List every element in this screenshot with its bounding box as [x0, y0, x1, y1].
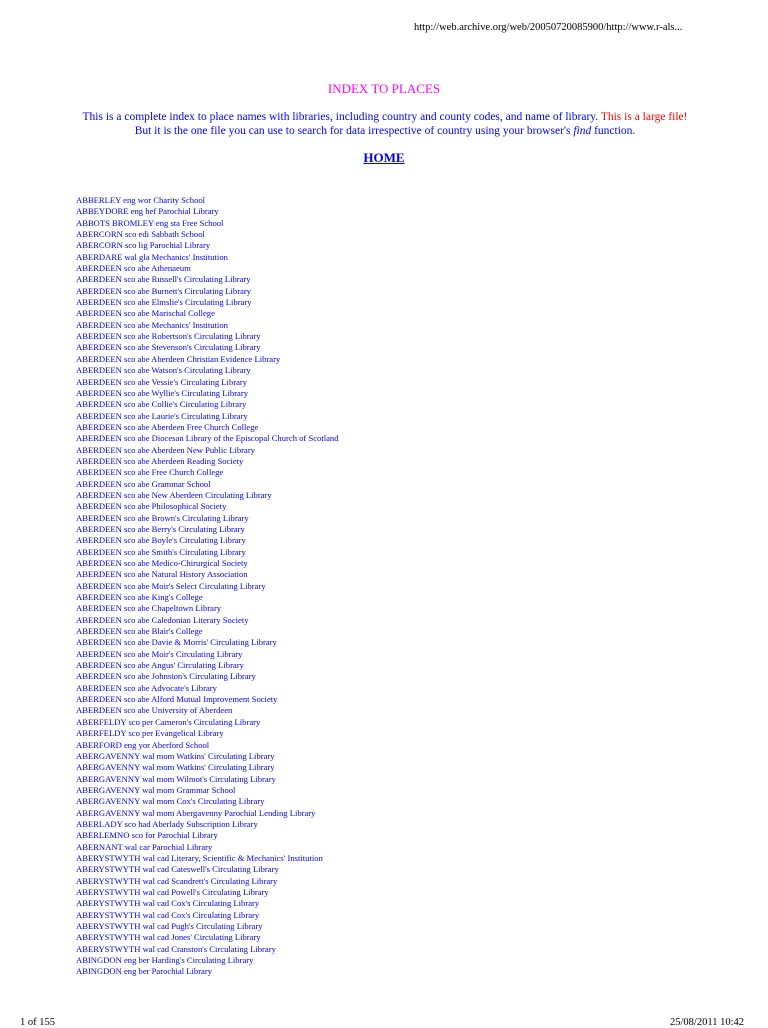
place-index-entry[interactable]: ABBEYDORE eng hef Parochial Library	[76, 206, 219, 217]
place-index-entry[interactable]: ABERDARE wal gla Mechanics' Institution	[76, 251, 228, 262]
place-index-entry[interactable]: ABERYSTWYTH wal cad Cox's Circulating Library	[76, 909, 260, 920]
home-link-container	[0, 150, 768, 166]
place-index-entry[interactable]: ABERDEEN sco abe Grammar School	[76, 478, 211, 489]
place-index-entry[interactable]: ABERFELDY sco per Cameron's Circulating Library	[76, 716, 261, 727]
place-index-entry[interactable]: ABERDEEN sco abe Chapeltown Library	[76, 603, 222, 614]
place-index-entry[interactable]: ABERDEEN sco abe Burnett's Circulating Library	[76, 285, 252, 296]
place-index-entry[interactable]: ABERDEEN sco abe Johnston's Circulating Library	[76, 671, 256, 682]
place-index-entry[interactable]: ABERDEEN sco abe Robertson's Circulating Library	[76, 331, 261, 342]
intro-text-part2: But it is the one file you can use to search for data irrespective of country using your browser's	[134, 125, 571, 137]
place-index-entry[interactable]: ABERDEEN sco abe Marischal College	[76, 308, 215, 319]
place-index-entry[interactable]: ABERDEEN sco abe Wyllie's Circulating Library	[76, 387, 248, 398]
place-index-entry[interactable]: ABERDEEN sco abe Angus' Circulating Library	[76, 660, 244, 671]
intro-text-part3: function.	[594, 125, 636, 137]
place-index-entry[interactable]: ABERDEEN sco abe Natural History Association	[76, 569, 248, 580]
place-index-entry[interactable]: ABERFORD eng yor Aberford School	[76, 739, 210, 750]
place-index-entry[interactable]: ABERDEEN sco abe Boyle's Circulating Library	[76, 535, 246, 546]
place-index-entry[interactable]: ABERDEEN sco abe New Aberdeen Circulating Library	[76, 489, 272, 500]
place-index-entry[interactable]: ABERYSTWYTH wal cad Jones' Circulating Library	[76, 932, 261, 943]
place-index-entry[interactable]: ABERYSTWYTH wal cad Cox's Circulating Library	[76, 898, 260, 909]
place-index-entry[interactable]: ABERDEEN sco abe University of Aberdeen	[76, 705, 233, 716]
place-index-entry[interactable]: ABINGDON eng ber Parochial Library	[76, 966, 213, 977]
place-index-entry[interactable]: ABERDEEN sco abe Brown's Circulating Library	[76, 512, 249, 523]
archive-url-header: http://web.archive.org/web/20050720085900/http://www.r-als...	[414, 22, 683, 33]
place-index-entry[interactable]: ABERDEEN sco abe Mechanics' Institution	[76, 319, 228, 330]
place-index-entry[interactable]: ABBOTS BROMLEY eng sta Free School	[76, 217, 224, 228]
place-index-entry[interactable]: ABERDEEN sco abe Philosophical Society	[76, 501, 227, 512]
place-index-entry[interactable]: ABERDEEN sco abe Stevenson's Circulating Library	[76, 342, 261, 353]
place-index-entry[interactable]: ABERDEEN sco abe Watson's Circulating Library	[76, 365, 251, 376]
place-index-entry[interactable]: ABERDEEN sco abe Free Church College	[76, 467, 224, 478]
place-index-entry[interactable]: ABERYSTWYTH wal cad Cranston's Circulating Library	[76, 943, 276, 954]
place-index-entry[interactable]: ABERGAVENNY wal mom Watkins' Circulating Library	[76, 762, 275, 773]
intro-paragraph	[80, 110, 690, 138]
place-index-entry[interactable]: ABERDEEN sco abe Russell's Circulating Library	[76, 274, 251, 285]
place-index-entry[interactable]: ABERDEEN sco abe Berry's Circulating Library	[76, 523, 245, 534]
place-index-entry[interactable]: ABERLEMNO sco for Parochial Library	[76, 830, 218, 841]
place-index-entry[interactable]: ABERDEEN sco abe Advocate's Library	[76, 682, 217, 693]
large-file-warning: This is a large file!	[600, 111, 688, 123]
place-index-entry[interactable]: ABERFELDY sco per Evangelical Library	[76, 728, 224, 739]
place-index-entry[interactable]: ABERDEEN sco abe Laurie's Circulating Library	[76, 410, 248, 421]
place-index-entry[interactable]: ABERCORN sco edi Sabbath School	[76, 229, 205, 240]
place-index-entry[interactable]: ABERDEEN sco abe Collie's Circulating Library	[76, 399, 247, 410]
place-index-entry[interactable]: ABERDEEN sco abe Davie & Morris' Circulating Library	[76, 637, 277, 648]
place-index-entry[interactable]: ABERGAVENNY wal mom Watkins' Circulating Library	[76, 750, 275, 761]
place-index-entry[interactable]: ABERNANT wal car Parochial Library	[76, 841, 213, 852]
place-index-entry[interactable]: ABERDEEN sco abe Moir's Select Circulating Library	[76, 580, 266, 591]
place-index-entry[interactable]: ABERDEEN sco abe Diocesan Library of the Episcopal Church of Scotland	[76, 433, 339, 444]
place-index-entry[interactable]: ABERGAVENNY wal mom Cox's Circulating Library	[76, 796, 265, 807]
place-index-entry[interactable]: ABERYSTWYTH wal cad Literary, Scientific & Mechanics' Institution	[76, 852, 323, 863]
intro-text-part1: This is a complete index to place names with libraries, including country and county codes, and name of library.	[82, 111, 599, 123]
place-index-entry[interactable]: ABERDEEN sco abe Alford Mutual Improvement Society	[76, 694, 278, 705]
place-index-entry[interactable]: ABERDEEN sco abe Aberdeen Christian Evidence Library	[76, 353, 281, 364]
place-index-entry[interactable]: ABBERLEY eng wor Charity School	[76, 195, 206, 205]
place-index-entry[interactable]: ABERYSTWYTH wal cad Cateswell's Circulating Library	[76, 864, 279, 875]
place-index-entry[interactable]: ABERDEEN sco abe Caledonian Literary Society	[76, 614, 249, 625]
place-index-entry[interactable]: ABERYSTWYTH wal cad Scandrett's Circulating Library	[76, 875, 278, 886]
place-index-entry[interactable]: ABERDEEN sco abe Elmslie's Circulating Library	[76, 297, 252, 308]
home-link[interactable]: HOME	[363, 150, 405, 165]
place-index-entry[interactable]: ABERDEEN sco abe King's College	[76, 592, 203, 603]
place-index-list	[76, 195, 339, 978]
place-index-entry[interactable]: ABERYSTWYTH wal cad Pugh's Circulating Library	[76, 921, 263, 931]
place-index-entry[interactable]: ABERDEEN sco abe Moir's Circulating Library	[76, 648, 243, 659]
place-index-entry[interactable]: ABERGAVENNY wal mom Grammar School	[76, 784, 236, 795]
place-index-entry[interactable]: ABERDEEN sco abe Aberdeen New Public Library	[76, 444, 255, 455]
place-index-entry[interactable]: ABERDEEN sco abe Aberdeen Free Church College	[76, 421, 259, 432]
place-index-entry[interactable]: ABERDEEN sco abe Aberdeen Reading Society	[76, 455, 244, 466]
find-word: find	[573, 125, 592, 137]
place-index-entry[interactable]: ABERYSTWYTH wal cad Powell's Circulating Library	[76, 886, 269, 897]
place-index-entry[interactable]: ABERGAVENNY wal mom Wilmot's Circulating Library	[76, 773, 276, 784]
page-title: INDEX TO PLACES	[327, 81, 441, 96]
place-index-entry[interactable]: ABERDEEN sco abe Athenaeum	[76, 263, 191, 274]
place-index-entry[interactable]: ABERLADY sco had Aberlady Subscription Library	[76, 818, 258, 829]
place-index-entry[interactable]: ABERDEEN sco abe Vessie's Circulating Library	[76, 376, 248, 387]
place-index-entry[interactable]: ABINGDON eng ber Harding's Circulating Library	[76, 955, 254, 966]
place-index-entry[interactable]: ABERCORN sco lig Parochial Library	[76, 240, 211, 251]
print-datetime: 25/08/2011 10:42	[670, 1017, 744, 1028]
place-index-entry[interactable]: ABERGAVENNY wal mom Abergavenny Parochial Lending Library	[76, 807, 316, 818]
page-counter: 1 of 155	[20, 1017, 55, 1028]
place-index-entry[interactable]: ABERDEEN sco abe Medico-Chirurgical Society	[76, 558, 248, 568]
place-index-entry[interactable]: ABERDEEN sco abe Smith's Circulating Library	[76, 546, 246, 557]
place-index-entry[interactable]: ABERDEEN sco abe Blair's College	[76, 626, 203, 637]
